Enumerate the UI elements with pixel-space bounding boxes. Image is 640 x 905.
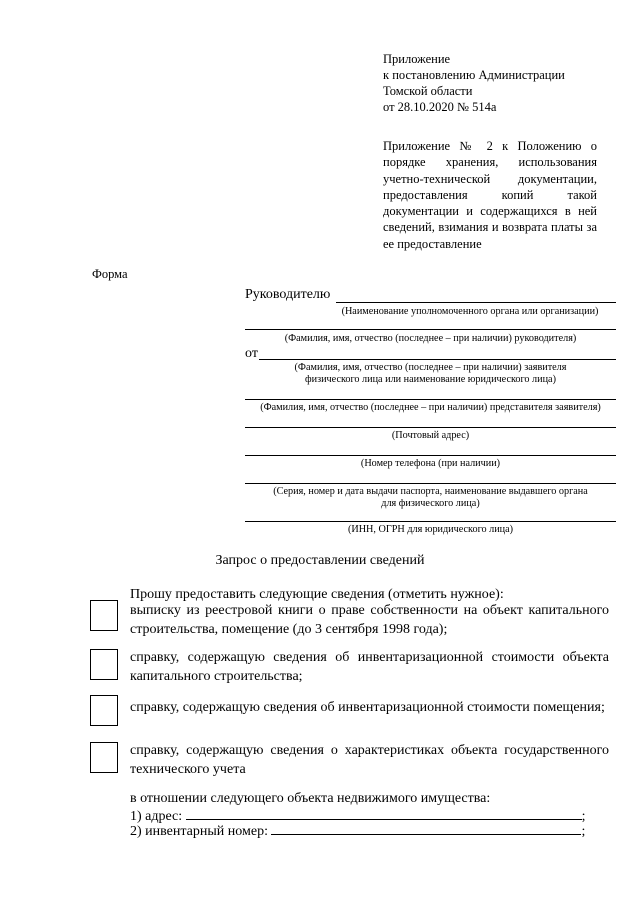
inventory-number-input[interactable] <box>271 834 581 835</box>
postal-address-input-line[interactable] <box>245 427 616 428</box>
applicant-caption-cont: физического лица или наименование юридического лица) <box>305 374 556 385</box>
organization-caption: (Наименование уполномоченного органа или организации) <box>341 306 599 317</box>
head-name-caption: (Фамилия, имя, отчество (последнее – при наличии) руководителя) <box>284 333 577 344</box>
option-checkbox-1[interactable] <box>90 600 118 631</box>
to-label: Руководителю <box>245 287 331 302</box>
header-line: к постановлению Администрации <box>383 68 565 82</box>
request-intro: Прошу предоставить следующие сведения (отметить нужное): <box>130 587 504 602</box>
inn-caption: (ИНН, ОГРН для юридического лица) <box>347 524 514 535</box>
applicant-caption: (Фамилия, имя, отчество (последнее – при наличии) заявителя <box>294 362 567 373</box>
option-checkbox-2[interactable] <box>90 649 118 680</box>
header-line: Приложение <box>383 52 451 66</box>
phone-caption: (Номер телефона (при наличии) <box>360 458 501 469</box>
passport-input-line[interactable] <box>245 483 616 484</box>
address-end: ; <box>581 809 586 824</box>
from-label: от <box>245 346 258 361</box>
representative-input-line[interactable] <box>245 399 616 400</box>
header-line: от 28.10.2020 № 514а <box>383 100 497 114</box>
postal-address-caption: (Почтовый адрес) <box>391 430 470 441</box>
passport-caption-cont: для физического лица) <box>381 498 480 509</box>
appendix-text: Приложение № 2 к Положению о порядке хранения, использования учетно-технической документации, предоставления копий такой документации и содержащихся в ней сведений, взимания и возврата платы за ее предоставление <box>383 139 597 251</box>
option-text-2: справку, содержащую сведения об инвентаризационной стоимости объекта капитального строительства; <box>130 650 609 684</box>
form-label: Форма <box>92 267 128 281</box>
request-title: Запрос о предоставлении сведений <box>215 553 425 568</box>
inn-input-line[interactable] <box>245 521 616 522</box>
address-label: 1) адрес: <box>130 809 183 824</box>
resolution-header <box>383 51 598 115</box>
inventory-label: 2) инвентарный номер: <box>130 824 268 839</box>
option-text-1: выписку из реестровой книги о праве собственности на объект капитального строительства, помещение (до 3 сентября 1998 года); <box>130 603 609 637</box>
applicant-input-line[interactable] <box>259 359 616 360</box>
header-line: Томской области <box>383 84 473 98</box>
head-name-input-line[interactable] <box>245 329 616 330</box>
inventory-row <box>130 822 600 841</box>
option-text-4: справку, содержащую сведения о характеристиках объекта государственного технического учета <box>130 743 609 777</box>
object-intro: в отношении следующего объекта недвижимого имущества: <box>130 791 491 806</box>
passport-caption: (Серия, номер и дата выдачи паспорта, наименование выдавшего органа <box>273 486 588 497</box>
inventory-end: ; <box>581 824 586 839</box>
option-checkbox-3[interactable] <box>90 695 118 726</box>
organization-input-line[interactable] <box>336 302 616 303</box>
option-checkbox-4[interactable] <box>90 742 118 773</box>
address-input[interactable] <box>186 819 582 820</box>
representative-caption: (Фамилия, имя, отчество (последнее – при наличии) представителя заявителя) <box>260 402 601 413</box>
option-text-3: справку, содержащую сведения об инвентаризационной стоимости помещения; <box>130 700 605 715</box>
phone-input-line[interactable] <box>245 455 616 456</box>
